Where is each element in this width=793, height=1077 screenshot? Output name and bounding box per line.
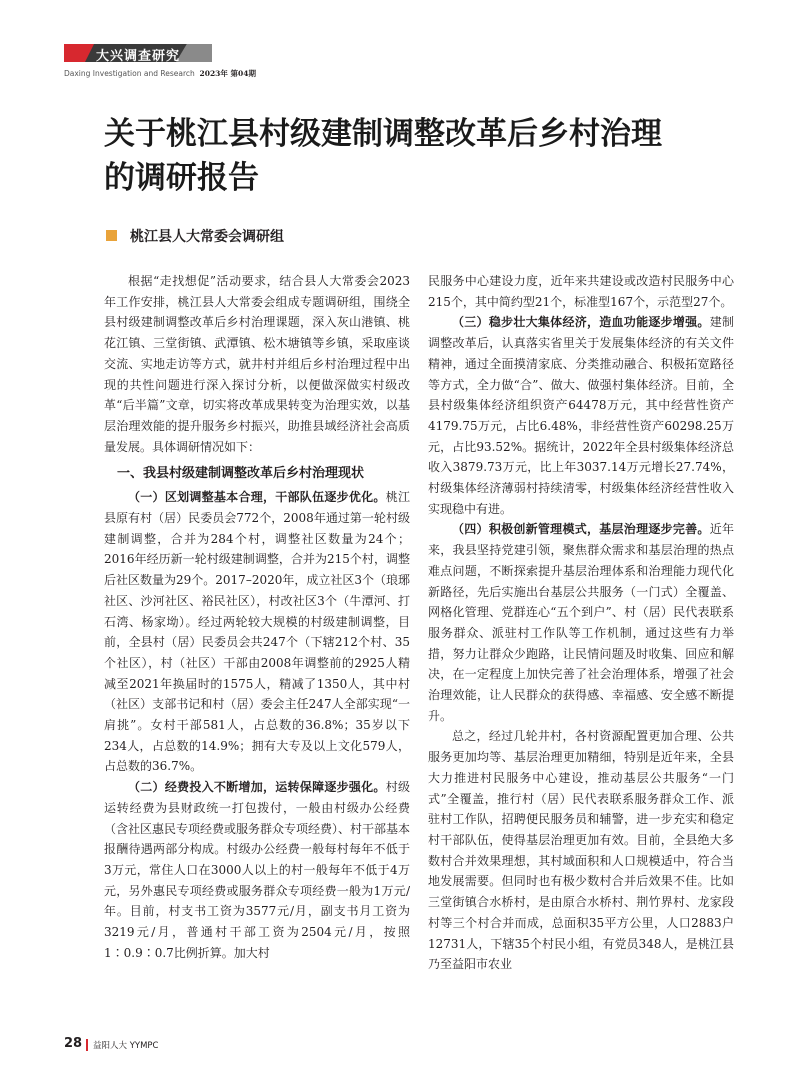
page-number: 28 — [64, 1036, 83, 1051]
author-marker — [106, 230, 117, 241]
paragraph-3 — [428, 312, 734, 519]
journal-name: 大兴调查研究 — [96, 49, 181, 64]
paragraph-1-body: 桃江县原有村（居）民委员会772个，2008年通过第一轮村级建制调整，合并为284个村，调整社区数量为24个；2016年经历新一轮村级建制调整，合并为215个村，调整后社区数量为29个。2017–2020年，成立社区3个（琅琊社区、沙河社区、裕民社区），村改社区3个（牛潭河、打石湾、杨家坳）。经过两轮较大规模的村级建制调整，目前，全县村（居）民委员会共247个（下辖212个村、35个社区），村（社区）干部由2008年调整前的2925人精减至2021年换届时的1575人，精减了1350人，其中村（社区）支部书记和村（居）委会主任247人全部实现“一肩挑”。女村干部581人，占总数的36.8%；35岁以下234人，占总数的14.9%；拥有大专及以上文化579人，占总数的36.7%。 — [104, 490, 410, 774]
article-title — [104, 112, 744, 200]
paragraph-1 — [104, 487, 410, 777]
section-1-heading: 一、我县村级建制调整改革后乡村治理现状 — [117, 466, 365, 482]
paragraph-2-body: 村级运转经费为县财政统一打包拨付，一般由村级办公经费（含社区惠民专项经费或服务群众专项经费）、村干部基本报酬待遇两部分构成。村级办公经费一般每村每年不低于3万元，常住人口在3000人以上的村一般每年不低于4万元，另外惠民专项经费或服务群众专项经费一般为1万元/年。目前，村支书工资为3577元/月，副支书月工资为3219元/月，普通村干部工资为2504元/月，按照1∶0.9∶0.7比例折算。加大村 — [104, 780, 411, 960]
right-column — [428, 271, 734, 975]
paragraph-2-lead: （二）经费投入不断增加，运转保障逐步强化。 — [128, 780, 386, 795]
paragraph-4 — [428, 519, 734, 726]
left-column — [104, 271, 410, 964]
journal-issue: 2023年 第04期 — [199, 69, 256, 78]
article-author: 桃江县人大常委会调研组 — [130, 229, 284, 245]
paragraph-1-lead: （一）区划调整基本合理，干部队伍逐步优化。 — [128, 490, 386, 505]
paragraph-4-body: 近年来，我县坚持党建引领，聚焦群众需求和基层治理的热点难点问题，不断探索提升基层治理体系和治理能力现代化新路径，先后实施出台基层公共服务（一门式）全覆盖、网格化管理、党群连心“五个到户”、村（居）民代表联系服务群众、派驻村工作队等工作机制，通过这些有力举措，努力让群众少跑路，让民情问题及时收集、回应和解决，在一定程度上加快完善了社会治理体系，增强了社会治理效能，让人民群众的获得感、幸福感、安全感不断提升。 — [428, 522, 734, 723]
article-title-line-2: 的调研报告 — [104, 160, 259, 196]
paragraph-4-lead: （四）积极创新管理模式，基层治理逐步完善。 — [452, 522, 710, 537]
publication-name: 益阳人大 YYMPC — [93, 1041, 159, 1051]
footer-divider — [86, 1039, 88, 1051]
paragraph-3-lead: （三）稳步壮大集体经济，造血功能逐步增强。 — [452, 315, 710, 330]
article-title-line-1: 关于桃江县村级建制调整改革后乡村治理 — [104, 116, 662, 152]
journal-english-name: Daxing Investigation and Research — [64, 69, 195, 78]
paragraph-2 — [104, 777, 410, 963]
journal-subline — [64, 68, 256, 79]
paragraph-5: 总之，经过几轮井村，各村资源配置更加合理、公共服务更加均等、基层治理更加精细，特别是近年来，全县大力推进村民服务中心建设，推动基层公共服务“一门式”全覆盖，推行村（居）民代表联系服务群众工作、派驻村工作队，招聘便民服务员和辅警，进一步充实和稳定村干部队伍，使得基层治理更加有效。目前，全县绝大多数村合并效果理想，其村域面积和人口规模适中，符合当地发展需要。但同时也有极少数村合并后效果不佳。比如三堂街镇合水桥村，是由原合水桥村、荆竹界村、龙家段村等三个村合并而成，总面积35平方公里，人口2883户12731人，下辖35个村民小组，有党员348人，是桃江县乃至益阳市农业 — [428, 729, 734, 972]
intro-paragraph: 根据“走找想促”活动要求，结合县人大常委会2023年工作安排，桃江县人大常委会组成专题调研组，围绕全县村级建制调整改革后乡村治理课题，深入灰山港镇、桃花江镇、三堂街镇、武潭镇、松木塘镇等乡镇，采取座谈交流、实地走访等方式，就井村并组后乡村治理过程中出现的共性问题进行深入探讨分析，以便做深做实村级改革“后半篇”文章，切实将改革成果转变为治理实效，以基层治理效能的提升服务乡村振兴，助推县域经济社会高质量发展。具体调研情况如下： — [104, 274, 410, 454]
paragraph-3-body: 建制调整改革后，认真落实省里关于发展集体经济的有关文件精神，通过全面摸清家底、分类推动融合、积极拓宽路径等方式，全力做“合”、做大、做强村集体经济。目前，全县村级集体经济组织资产64478万元，其中经营性资产4179.75万元，占比6.48%，非经营性资产60298.25万元，占比93.52%。据统计，2022年全县村级集体经济总收入3879.73万元，比上年3037.14万元增长27.74%，村级集体经济薄弱村持续清零，村级集体经济经营性收入实现稳中有进。 — [428, 315, 734, 516]
paragraph-2-continued: 民服务中心建设力度，近年来共建设或改造村民服务中心215个，其中简约型21个，标准型167个，示范型27个。 — [428, 274, 734, 309]
